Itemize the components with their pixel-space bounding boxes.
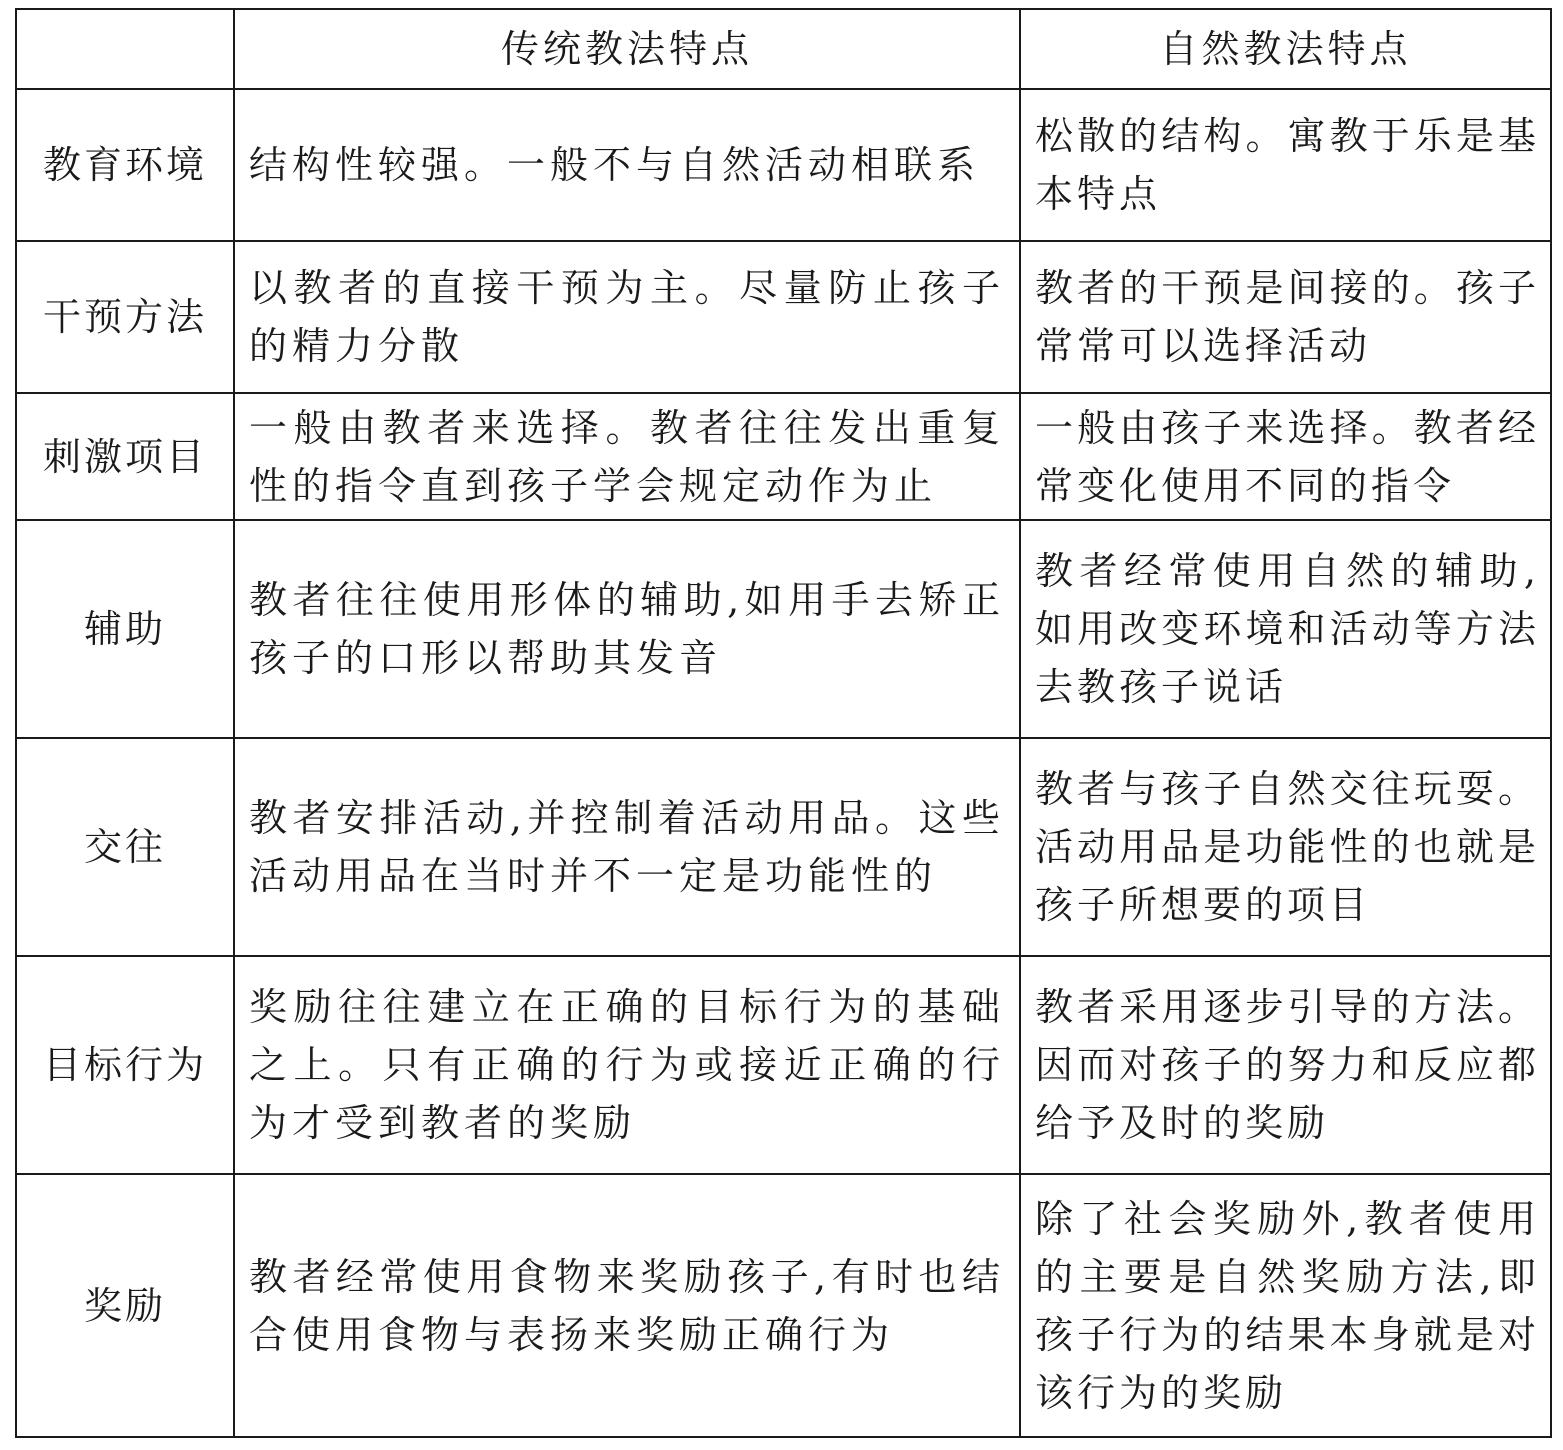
traditional-text: 教者安排活动,并控制着活动用品。这些活动用品在当时并不一定是功能性的 bbox=[249, 796, 1005, 898]
row-label: 刺激项目 bbox=[16, 393, 234, 520]
header-traditional: 传统教法特点 bbox=[234, 9, 1020, 89]
traditional-cell bbox=[234, 520, 1020, 738]
natural-text: 除了社会奖励外,教者使用的主要是自然奖励方法,即孩子行为的结果本身就是对该行为的奖励 bbox=[1035, 1196, 1540, 1415]
traditional-cell bbox=[234, 1174, 1020, 1437]
traditional-text: 教者往往使用形体的辅助,如用手去矫正孩子的口形以帮助其发音 bbox=[249, 578, 1005, 680]
table-row bbox=[16, 520, 1551, 738]
traditional-text: 教者经常使用食物来奖励孩子,有时也结合使用食物与表扬来奖励正确行为 bbox=[249, 1254, 1005, 1357]
table-row bbox=[16, 956, 1551, 1174]
natural-cell bbox=[1020, 241, 1551, 393]
row-label: 奖励 bbox=[16, 1174, 234, 1437]
row-label: 目标行为 bbox=[16, 956, 234, 1174]
traditional-text: 结构性较强。一般不与自然活动相联系 bbox=[249, 143, 981, 187]
natural-text: 教者经常使用自然的辅助,如用改变环境和活动等方法去教孩子说话 bbox=[1035, 549, 1540, 709]
traditional-cell bbox=[234, 89, 1020, 241]
natural-cell bbox=[1020, 1174, 1551, 1437]
row-label: 辅助 bbox=[16, 520, 234, 738]
header-empty-cell bbox=[16, 9, 234, 89]
traditional-cell bbox=[234, 241, 1020, 393]
traditional-text: 奖励往往建立在正确的目标行为的基础之上。只有正确的行为或接近正确的行为才受到教者的奖励 bbox=[249, 985, 1005, 1145]
header-natural: 自然教法特点 bbox=[1020, 9, 1551, 89]
traditional-cell bbox=[234, 393, 1020, 520]
row-label: 教育环境 bbox=[16, 89, 234, 241]
natural-text: 教者采用逐步引导的方法。因而对孩子的努力和反应都给予及时的奖励 bbox=[1035, 985, 1540, 1145]
row-label: 干预方法 bbox=[16, 241, 234, 393]
natural-text: 松散的结构。寓教于乐是基本特点 bbox=[1035, 114, 1540, 216]
header-row bbox=[16, 9, 1551, 89]
natural-cell bbox=[1020, 520, 1551, 738]
natural-text: 教者的干预是间接的。孩子常常可以选择活动 bbox=[1035, 266, 1540, 368]
table-row bbox=[16, 393, 1551, 520]
table-row bbox=[16, 1174, 1551, 1437]
traditional-cell bbox=[234, 956, 1020, 1174]
traditional-cell bbox=[234, 738, 1020, 956]
table-row bbox=[16, 738, 1551, 956]
natural-cell bbox=[1020, 956, 1551, 1174]
natural-cell bbox=[1020, 738, 1551, 956]
traditional-text: 以教者的直接干预为主。尽量防止孩子的精力分散 bbox=[249, 266, 1005, 368]
natural-cell bbox=[1020, 393, 1551, 520]
traditional-text: 一般由教者来选择。教者往往发出重复性的指令直到孩子学会规定动作为止 bbox=[249, 405, 1005, 508]
table-row bbox=[16, 241, 1551, 393]
natural-text: 教者与孩子自然交往玩耍。活动用品是功能性的也就是孩子所想要的项目 bbox=[1035, 767, 1540, 927]
natural-cell bbox=[1020, 89, 1551, 241]
comparison-table bbox=[15, 8, 1552, 1438]
row-label: 交往 bbox=[16, 738, 234, 956]
table-row bbox=[16, 89, 1551, 241]
natural-text: 一般由孩子来选择。教者经常变化使用不同的指令 bbox=[1035, 405, 1540, 508]
